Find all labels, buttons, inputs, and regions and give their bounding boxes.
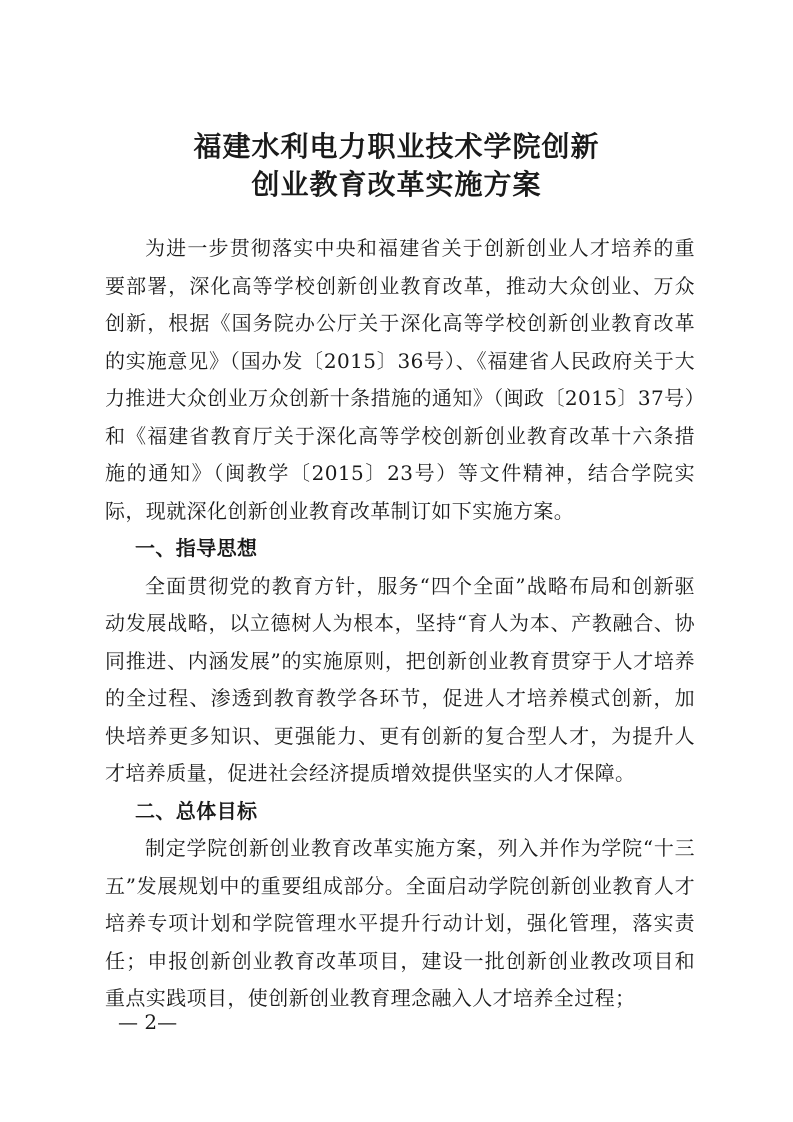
intro-paragraph: 为进一步贯彻落实中央和福建省关于创新创业人才培养的重要部署，深化高等学校创新创业教育改革，推动大众创业、万众创新，根据《国务院办公厅关于深化高等学校创新创业教育改革的实施意见》（国办发〔2015〕36号）、《福建省人民政府关于大力推进大众创业万众创新十条措施的通知》（闽政〔2015〕37号）和《福建省教育厅关于深化高等学校创新创业教育改革十六条措施的通知》（闽教学〔2015〕23号）等文件精神，结合学院实际，现就深化创新创业教育改革制订如下实施方案。	[105, 236, 695, 523]
document-title-line-2: 创业教育改革实施方案	[251, 168, 542, 201]
section-heading-guiding-ideology: 一、指导思想	[135, 536, 258, 560]
page-number: — 2—	[118, 1010, 178, 1034]
section-heading-overall-goals: 二、总体目标	[135, 798, 258, 823]
section-body-overall-goals: 制定学院创新创业教育改革实施方案，列入并作为学院“十三五”发展规划中的重要组成部分。全面启动学院创新创业教育人才培养专项计划和学院管理水平提升行动计划，强化管理，落实责任；申报创新创业教育改革项目，建设一批创新创业教改项目和重点实践项目，使创新创业教育理念融入人才培养全过程；	[105, 836, 695, 1010]
document-title-line-1: 福建水利电力职业技术学院创新	[193, 130, 600, 163]
document-body	[105, 230, 695, 1018]
section-body-guiding-ideology: 全面贯彻党的教育方针，服务“四个全面”战略布局和创新驱动发展战略，以立德树人为根本，坚持“育人为本、产教融合、协同推进、内涵发展”的实施原则，把创新创业教育贯穿于人才培养的全过程、渗透到教育教学各环节，促进人才培养模式创新，加快培养更多知识、更强能力、更有创新的复合型人才，为提升人才培养质量，促进社会经济提质增效提供坚实的人才保障。	[105, 573, 695, 785]
